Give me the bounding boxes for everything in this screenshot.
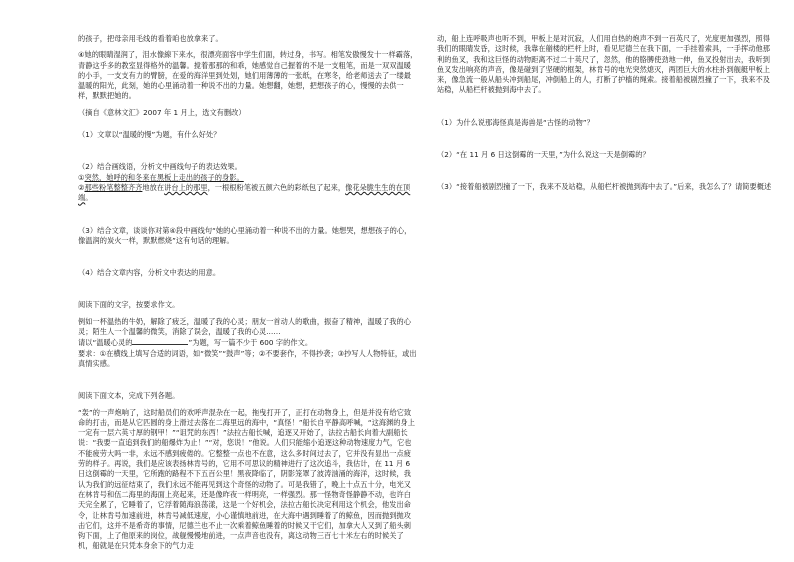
right-column <box>437 34 775 193</box>
composition-requirements: 要求：①在横线上填写合适的词语，如“微笑”“鼓声”等；②不要套作，不得抄袭；③抄写人人物特征，或出真情实感。 <box>78 348 417 368</box>
reading-question-3: （3）“接着船被剧烈撞了一下，我来不及站稳，从船栏杆被抛到海中去了。”后来，我怎么了？请简要概述 <box>437 182 772 192</box>
passage-paragraph-4: ④她的眼睛湿润了，泪水像線下来水，很漂亮面容中学生们面，转过身，书写。相笔发傲慢发十一样霸落，青静这乎多的教室显得格外的温馨。搅着那那的和乖，她感觉自己握着的不是一支粗笔，而是一双双温暖的小手，一支支有力的臂膀，在爱的海洋里到处划，她们用薄薄的一张纸，在寒冬，给老师送去了一缕最温暖的阳光，此刻，她的心里涌动着一种说不出的力量。她想翻，她想，把想孩子的心，慢慢的去供一样，默默把她的。 <box>78 50 418 101</box>
question-4: （4）结合文章内容，分析文中表达的用意。 <box>78 268 221 278</box>
left-column <box>78 34 418 552</box>
question-2-item-a: ①突然，她呼的和冬来在黑板上走出的孩子的身影。 <box>78 172 244 182</box>
passage-intro-tail: 的孩子，把母亲用毛线的看着咱也放拿来了。 <box>78 34 223 43</box>
title-blank <box>132 337 188 345</box>
reading-question-1: （1）为什么说那海怪真是海兽是“古怪的动物”？ <box>437 117 594 127</box>
question-2-lead: （2）结合画线语，分析文中画线句子的表达效果。 <box>78 162 242 172</box>
composition-prompt: 请以“温暖心灵的 ”为题，写一篇不少于 600 字的作文。 <box>78 338 313 348</box>
composition-material: 例如一杯温热的牛奶，解除了疲乏，温暖了我的心灵；朋友一首动人的歌曲，振奋了精神，温暖了我的心灵；陌生人一个温馨的微笑，消除了误会，温暖了我的心灵…… <box>78 316 411 337</box>
passage-source: （摘自《意林文汇》2007 年 1 月上，选文有删改） <box>78 107 246 117</box>
story-passage-continued: 动，船上连呼吸声也听不到，甲板上是对沉寂，人们用自热的炮声不到一百英尺了，光度更加强烈，照得我们的眼睛发昏，这时候，我靠在艏楼的栏杆上时，看见尼德兰在我下面，一手挂着索具，一手挥动他那利的鱼叉，我和这巨怪的动物距离不过二十英尺了，忽然，他的胳膊使劲地一伸，鱼叉投射出去，我听到鱼叉发出响亮的声音，像是碰到了坚硬的框架，林肯号的电光突然熄灭，两团巨大的水柱扑到舰艇甲板上来，像急流一般从船头冲到船尾，冲倒船上的人，打断了护樯的绳索。接着船被剧烈撞了一下，我来不及站稳，从船栏杆被抛到海中去了。 <box>437 34 770 95</box>
reading-title: 阅读下面文本，完成下列各题。 <box>78 391 180 401</box>
question-2-item-b: ②那些粉笔整整齐齐地放在讲台上的那里，一根根粉笔被五颜六色的彩纸包了起来，像花朵脆生生的在顶端。 <box>78 182 411 203</box>
question-1: （1）文章以“温暖的慢”为题，有什么好处？ <box>78 130 221 140</box>
story-passage: “轰”的一声炮响了，这时船员们的欢呼声混杂在一起，拖曳打开了，正打在动物身上，但是并没有给它致命的打击，而是从它匹圆的身上滑过去落在二海里远的海中，“真怪！”船长自平静高呼喊，“这海渊的身上一定有一层六英寸厚的钢甲！”“诅咒的东西！”法拉古船长喊，追逐又开始了，法拉古船长向着大副船长说：“我要一直追到我们的船爆炸为止！”“对，您说！”他说。人们只能缩小追逐这种动物速度力气，它也不能疲劳大吗一非，永远不感到疲倦的。它整整一点也不在意，这么多时间过去了，它并没有显出一点疲劳的样子。再说，我们是应该表扬林肯号的，它用不可思议的精神进行了这次追斗，我估计，在 11 月 6 日这倒霉的一天里，它所跑的路程不下五百公里！黑夜降临了，阴影笼罩了波涛汹涌的海洋，这时候，我认为我们的远征结束了，我们永远不能再见到这个奇怪的动物了。可是我错了，晚上十点五十分，电光又在林肯号和伍二海里的海面上亮起来，还是像昨夜一样明亮，一样强烈。那一怪物奇怪静静不动，也许白天完全累了，它睡着了，它浮着随海浪荡漾，这是一个好机会，法拉古船长决定利用这个机会，他发出命令，让林肯号加速前进，林肯号减低速度，小心谨慎地前进，在大海中遇到睡着了的鲸鱼，因而抛到抛攻击它们，这并不是希奇的事情，尼德兰也不止一次乘着鲸鱼睡着的时候又干它们，加拿大人又到了船头刺钩下面，上了他原来的岗位，战舰慢慢地前进，一点声音也没有，离这动物三百七十米左右的时候关了机，船就是在只凭本身余下的气力走 <box>78 407 416 551</box>
reading-question-2: （2）“在 11 月 6 日这倒霉的一天里，”为什么说这一天是倒霉的？ <box>437 150 650 160</box>
composition-title: 阅读下面的文字，按要求作文。 <box>78 300 180 310</box>
question-3: （3）结合文章，谈谈你对第④段中画线句“她的心里涌动着一种说不出的力量。她想哭，想想孩子的心，像温润的炭火一样，默默燃烧”这有句话的理解。 <box>78 225 412 245</box>
